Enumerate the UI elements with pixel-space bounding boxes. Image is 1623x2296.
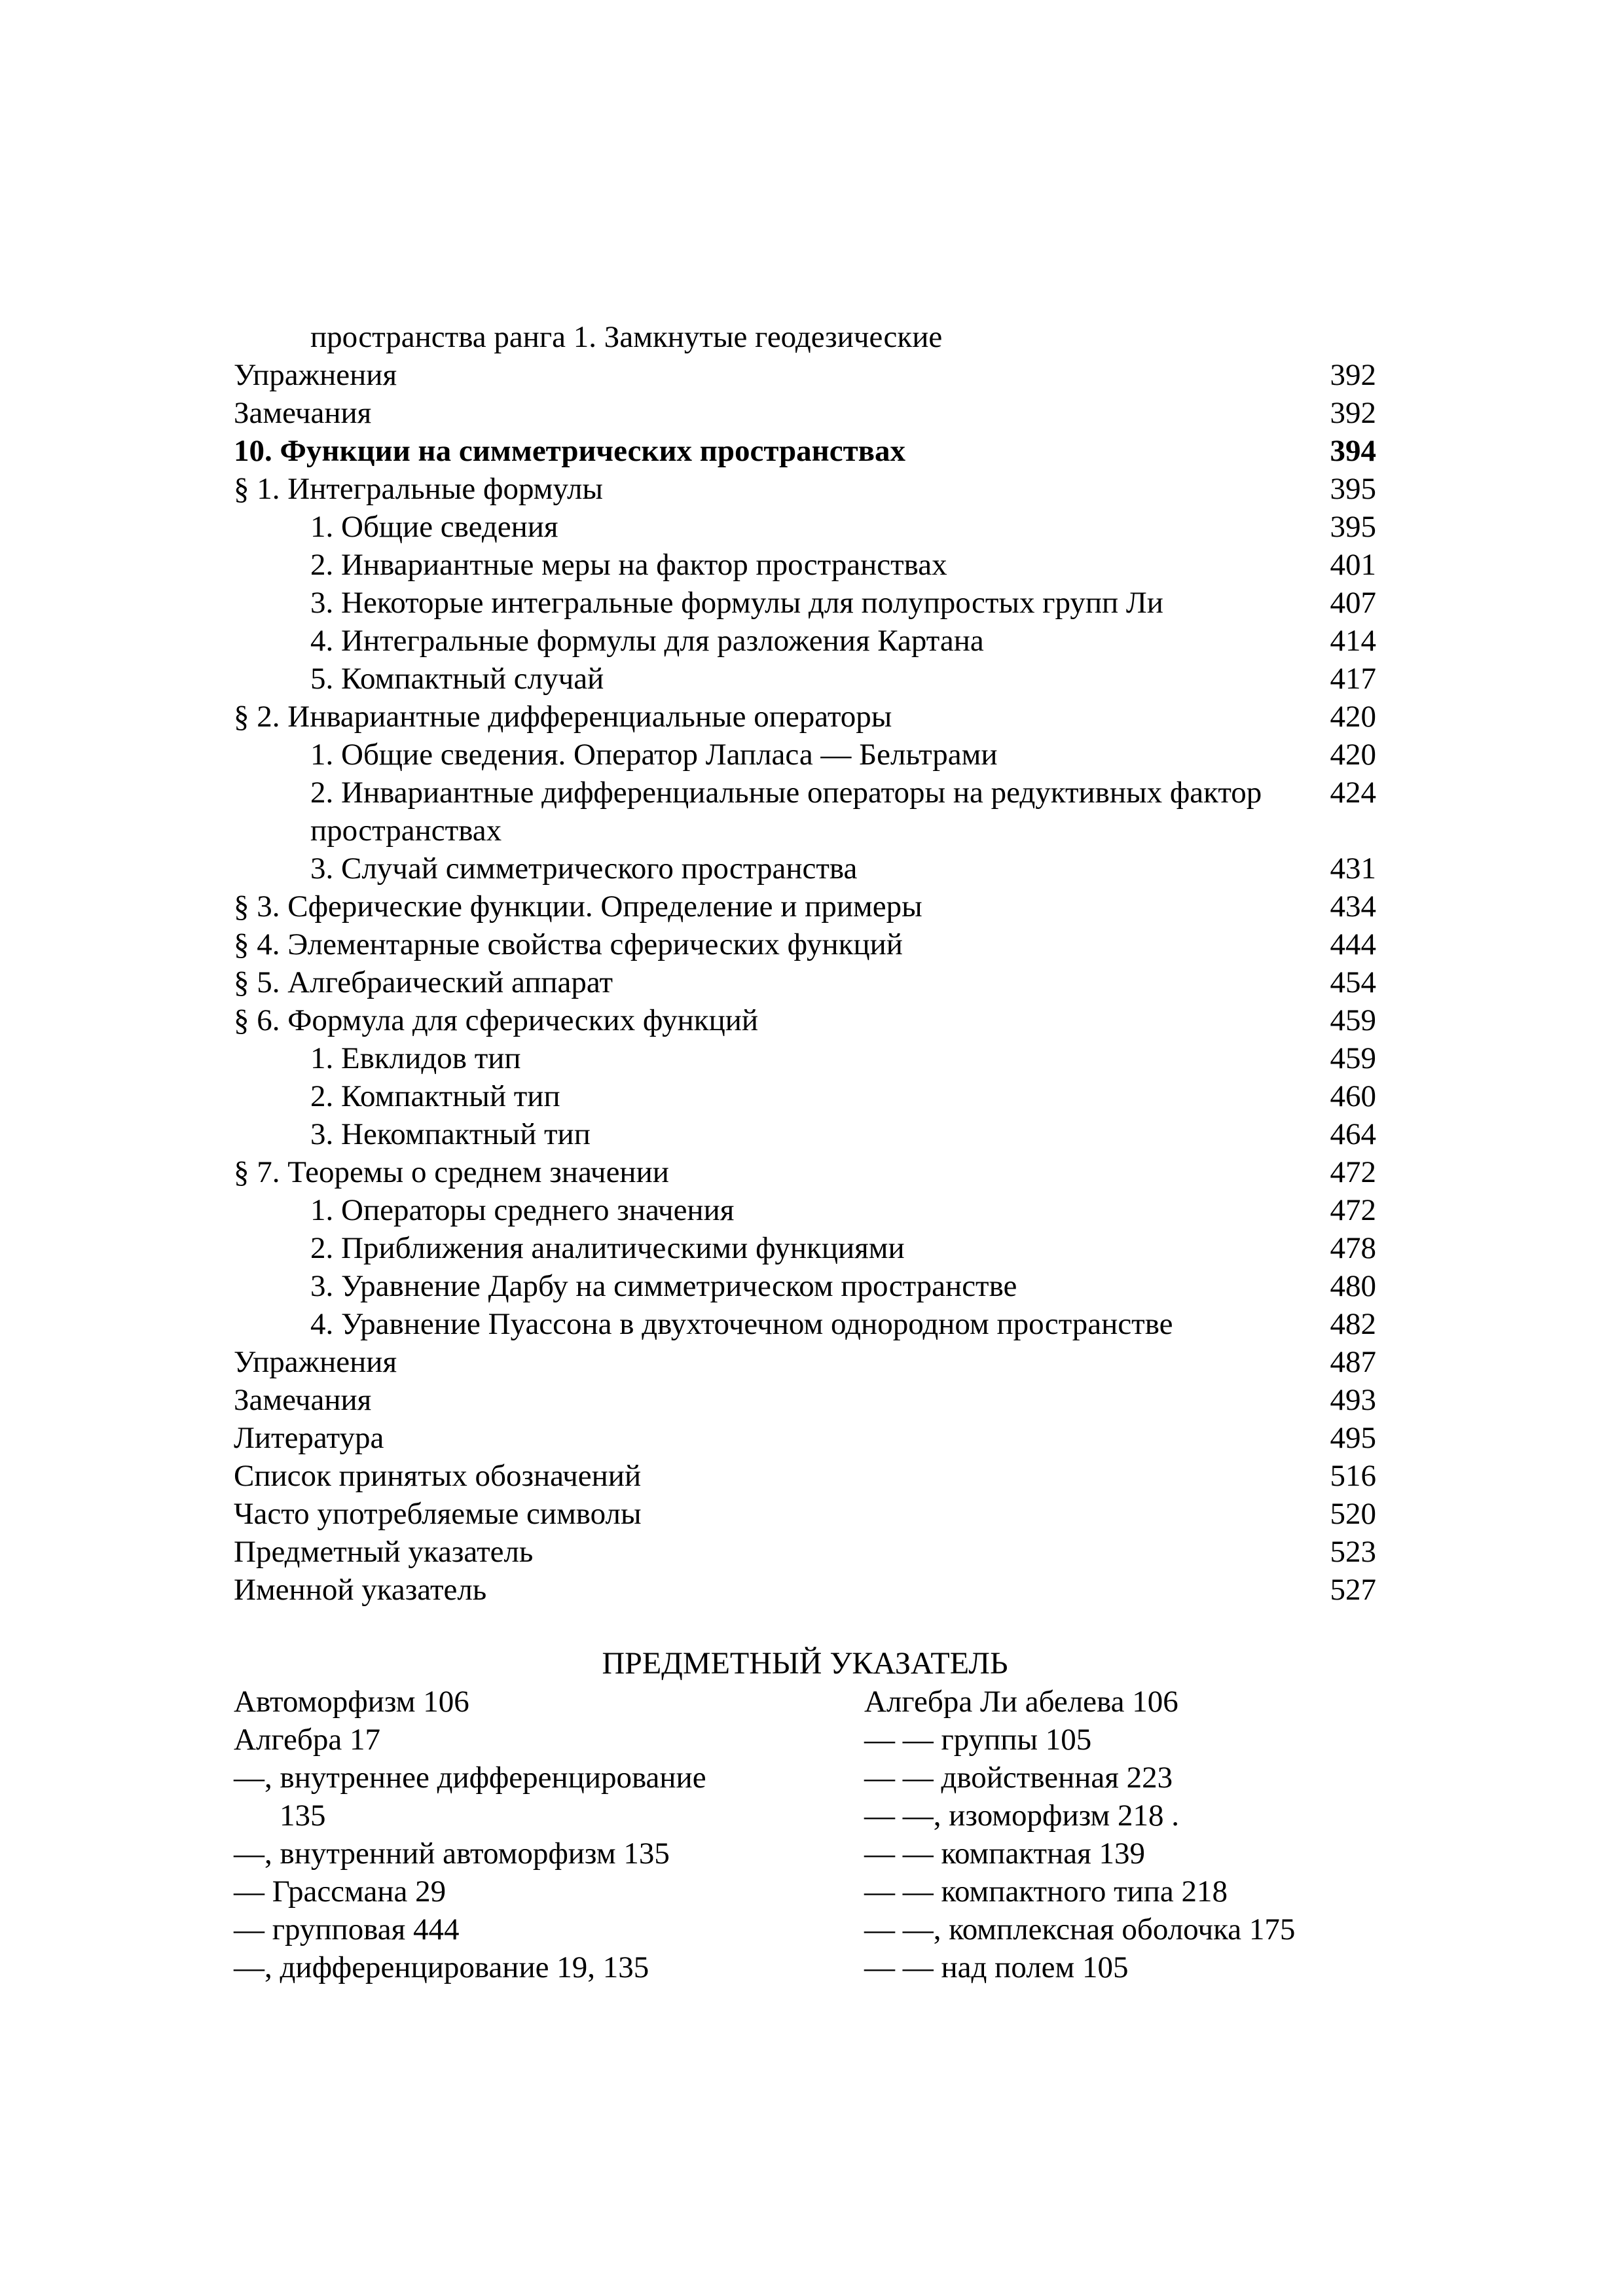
toc-entry-page: 459 [1330, 1003, 1376, 1037]
toc-entry [234, 1571, 1376, 1609]
toc-entry [234, 584, 1376, 622]
toc-entry-title: 3. Некомпактный тип [310, 1117, 591, 1151]
toc-entry-page: 495 [1330, 1421, 1376, 1455]
toc-entry-title: § 4. Элементарные свойства сферических функций [234, 927, 903, 961]
toc-entry-title: Литература [234, 1421, 384, 1455]
toc-entry [234, 356, 1376, 394]
toc-entry-title: § 3. Сферические функции. Определение и примеры [234, 889, 922, 924]
toc-chapter-heading [234, 432, 1376, 470]
toc-entry [234, 1305, 1376, 1343]
toc-entry-title: 2. Приближения аналитическими функциями [310, 1231, 905, 1265]
toc-entry-page: 444 [1330, 927, 1376, 961]
toc-entry-page: 420 [1330, 738, 1376, 772]
toc-entry-page: 493 [1330, 1383, 1376, 1417]
index-entry: Алгебра Ли абелева 106 [864, 1685, 1178, 1719]
toc-entry-page: 401 [1330, 548, 1376, 582]
index-entry: —, внутреннее дифференцирование [234, 1761, 706, 1795]
toc-entry-title: Упражнения [234, 358, 397, 392]
toc-entry-title: Именной указатель [234, 1573, 487, 1607]
toc-entry-title: пространства ранга 1. Замкнутые геодезические [310, 320, 943, 354]
toc-entry-page: 395 [1330, 472, 1376, 506]
toc-entry-title: § 7. Теоремы о среднем значении [234, 1155, 669, 1189]
toc-entry-page: 516 [1330, 1459, 1376, 1493]
toc-entry [234, 1419, 1376, 1457]
toc-entry-page: 460 [1330, 1079, 1376, 1113]
toc-entry [234, 1229, 1376, 1267]
toc-entry-title: 2. Инвариантные дифференциальные операторы на редуктивных фактор пространствах [310, 776, 1262, 848]
toc-entry-page: 459 [1330, 1041, 1376, 1075]
toc-entry-page: 394 [1330, 434, 1376, 468]
index-entry: Автоморфизм 106 [234, 1685, 469, 1719]
toc-entry [234, 1001, 1376, 1039]
toc-entry-page: 464 [1330, 1117, 1376, 1151]
toc-entry [234, 925, 1376, 963]
toc-entry-title: 1. Общие сведения [310, 510, 558, 544]
toc-entry-page: 520 [1330, 1497, 1376, 1531]
toc-entry [234, 1457, 1376, 1495]
toc-entry-title: Упражнения [234, 1345, 397, 1379]
table-of-contents [234, 318, 1376, 1609]
index-entry: — —, изоморфизм 218 . [864, 1799, 1180, 1833]
index-column-right [864, 1683, 1401, 1986]
toc-entry [234, 1495, 1376, 1533]
toc-entry-title: Замечания [234, 396, 372, 430]
toc-entry-title: Замечания [234, 1383, 372, 1417]
toc-entry-title: Список принятых обозначений [234, 1459, 642, 1493]
toc-entry-title: 1. Евклидов тип [310, 1041, 521, 1075]
index-entry: —, дифференцирование 19, 135 [234, 1950, 649, 1984]
toc-entry-page: 527 [1330, 1573, 1376, 1607]
toc-entry-page: 472 [1330, 1193, 1376, 1227]
toc-entry [234, 1153, 1376, 1191]
toc-entry-title: 3. Уравнение Дарбу на симметрическом пространстве [310, 1269, 1017, 1303]
toc-entry-page: 487 [1330, 1345, 1376, 1379]
toc-entry [234, 546, 1376, 584]
toc-entry-title: § 1. Интегральные формулы [234, 472, 603, 506]
toc-entry [234, 774, 1376, 850]
toc-entry-title: 1. Операторы среднего значения [310, 1193, 735, 1227]
toc-entry-title: 1. Общие сведения. Оператор Лапласа — Бельтрами [310, 738, 998, 772]
toc-entry-page: 407 [1330, 586, 1376, 620]
toc-entry-title: 4. Уравнение Пуассона в двухточечном однородном пространстве [310, 1307, 1173, 1341]
toc-entry [234, 1381, 1376, 1419]
index-entry: — групповая 444 [234, 1912, 460, 1946]
toc-entry-title: 3. Случай симметрического пространства [310, 852, 858, 886]
toc-entry [234, 963, 1376, 1001]
toc-entry [234, 318, 1376, 356]
toc-entry-page: 395 [1330, 510, 1376, 544]
index-entry-continuation: 135 [280, 1799, 326, 1833]
toc-entry-page: 392 [1330, 396, 1376, 430]
index-entry: —, внутренний автоморфизм 135 [234, 1837, 670, 1871]
toc-entry [234, 1533, 1376, 1571]
toc-entry-page: 392 [1330, 358, 1376, 392]
index-entry: — — группы 105 [864, 1723, 1092, 1757]
index-entry: — — компактного типа 218 [864, 1874, 1228, 1909]
toc-entry [234, 1115, 1376, 1153]
toc-entry-title: 10. Функции на симметрических пространствах [234, 434, 906, 468]
toc-entry [234, 1039, 1376, 1077]
toc-entry-page: 472 [1330, 1155, 1376, 1189]
toc-entry-title: Предметный указатель [234, 1535, 534, 1569]
toc-entry-title: 2. Инвариантные меры на фактор пространствах [310, 548, 947, 582]
toc-entry-page: 523 [1330, 1535, 1376, 1569]
toc-entry-title: 4. Интегральные формулы для разложения Картана [310, 624, 984, 658]
toc-entry [234, 1191, 1376, 1229]
toc-entry-page: 478 [1330, 1231, 1376, 1265]
toc-entry [234, 622, 1376, 660]
toc-entry-page: 417 [1330, 662, 1376, 696]
toc-entry-title: 3. Некоторые интегральные формулы для полупростых групп Ли [310, 586, 1163, 620]
toc-entry [234, 698, 1376, 736]
toc-entry [234, 736, 1376, 774]
toc-entry [234, 660, 1376, 698]
toc-entry-title: 5. Компактный случай [310, 662, 604, 696]
toc-entry-title: § 2. Инвариантные дифференциальные операторы [234, 700, 892, 734]
toc-entry [234, 1077, 1376, 1115]
index-entry: Алгебра 17 [234, 1723, 380, 1757]
toc-entry-page: 414 [1330, 624, 1376, 658]
toc-entry-page: 480 [1330, 1269, 1376, 1303]
toc-entry [234, 508, 1376, 546]
toc-entry [234, 394, 1376, 432]
toc-entry-page: 434 [1330, 889, 1376, 924]
toc-entry-page: 431 [1330, 852, 1376, 886]
toc-entry [234, 1343, 1376, 1381]
index-entry: — —, комплексная оболочка 175 [864, 1912, 1296, 1946]
toc-entry-title: 2. Компактный тип [310, 1079, 560, 1113]
toc-entry [234, 850, 1376, 888]
toc-entry-page: 424 [1330, 776, 1376, 810]
index-entry: — — компактная 139 [864, 1837, 1145, 1871]
toc-entry [234, 888, 1376, 925]
index-entry: — — над полем 105 [864, 1950, 1129, 1984]
toc-entry [234, 1267, 1376, 1305]
toc-entry-title: § 5. Алгебраический аппарат [234, 965, 613, 999]
toc-entry-page: 454 [1330, 965, 1376, 999]
index-entry: — — двойственная 223 [864, 1761, 1173, 1795]
toc-entry-title: § 6. Формула для сферических функций [234, 1003, 759, 1037]
toc-entry-title: Часто употребляемые символы [234, 1497, 642, 1531]
toc-entry-page: 420 [1330, 700, 1376, 734]
index-entry: — Грассмана 29 [234, 1874, 447, 1909]
index-column-left [234, 1683, 823, 1986]
toc-entry [234, 470, 1376, 508]
index-heading: ПРЕДМЕТНЫЙ УКАЗАТЕЛЬ [602, 1646, 1008, 1681]
toc-entry-page: 482 [1330, 1307, 1376, 1341]
